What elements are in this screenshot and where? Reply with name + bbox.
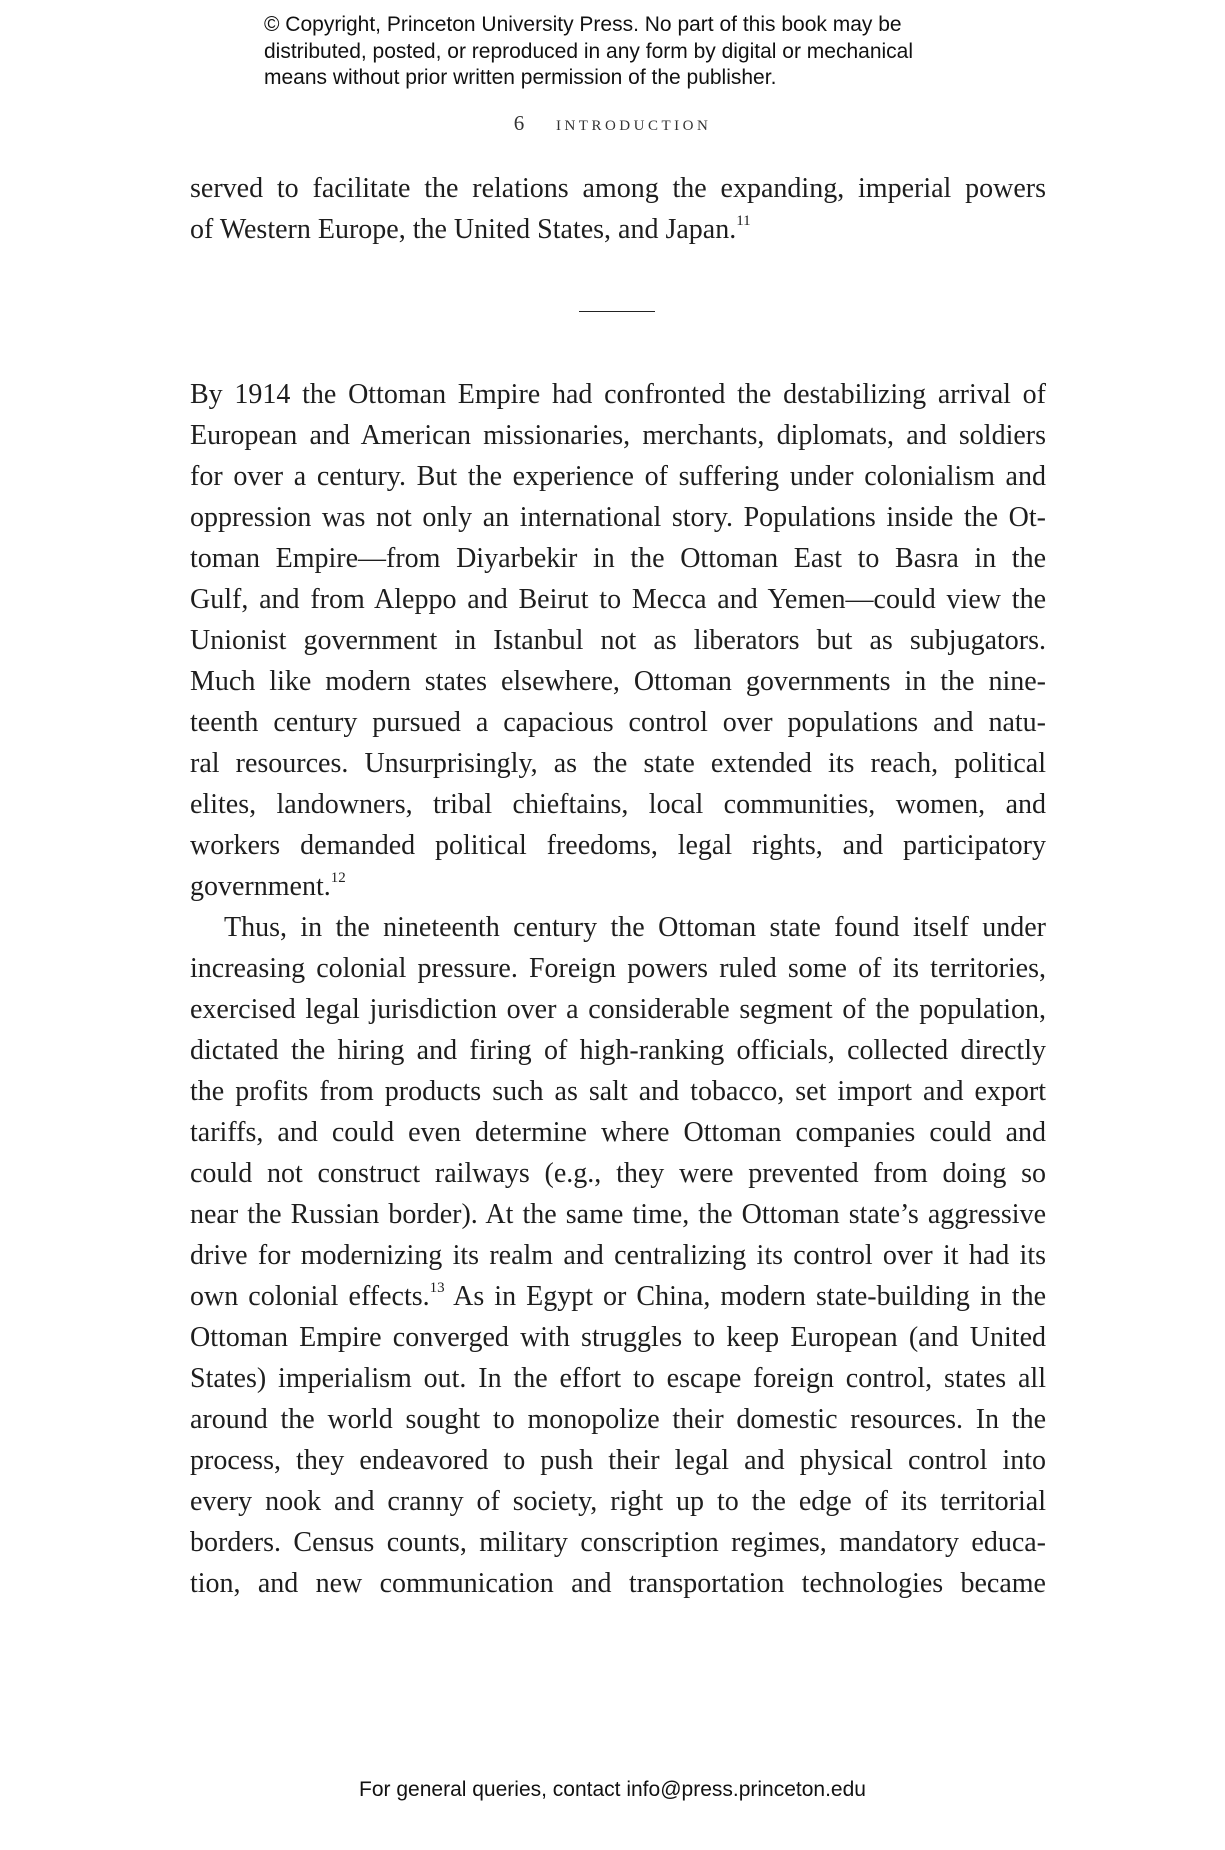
text-line: for over a century. But the experience of suffering under colonialism and: [190, 461, 1046, 492]
copyright-line: means without prior written permission of the publisher.: [264, 66, 777, 89]
text-line: near the Russian border). At the same time, the Ottoman state’s aggressive: [190, 1199, 1046, 1230]
text-line: process, they endeavored to push their legal and physical control into: [190, 1445, 1046, 1476]
text-line: toman Empire—from Diyarbekir in the Ottoman East to Basra in the: [190, 543, 1046, 574]
text-line: workers demanded political freedoms, legal rights, and participatory: [190, 830, 1046, 861]
text-line: [190, 209, 1046, 250]
text-line: dictated the hiring and firing of high-ranking officials, collected directly: [190, 1035, 1046, 1066]
page-number: 6: [513, 111, 525, 135]
chapter-title: introduction: [555, 110, 712, 135]
text-line: tion, and new communication and transportation technologies became: [190, 1568, 1046, 1599]
text-line: Unionist government in Istanbul not as liberators but as subjugators.: [190, 625, 1046, 656]
footnote-ref: 13: [429, 1280, 445, 1296]
text-fragment: of Western Europe, the United States, and Japan.: [190, 214, 737, 245]
text-line: could not construct railways (e.g., they were prevented from doing so: [190, 1158, 1046, 1189]
contact-footer: For general queries, contact info@press.princeton.edu: [359, 1778, 866, 1801]
text-line: Gulf, and from Aleppo and Beirut to Mecca and Yemen—could view the: [190, 584, 1046, 615]
text-line: the profits from products such as salt and tobacco, set import and export: [190, 1076, 1046, 1107]
text-fragment: government.: [190, 871, 331, 902]
paragraph-1: [190, 374, 1046, 907]
text-line: around the world sought to monopolize their domestic resources. In the: [190, 1404, 1046, 1435]
running-head: [0, 110, 1225, 136]
copyright-line: distributed, posted, or reproduced in any form by digital or mechanical: [264, 39, 914, 63]
text-line: increasing colonial pressure. Foreign powers ruled some of its territories,: [190, 953, 1046, 984]
text-line: exercised legal jurisdiction over a considerable segment of the population,: [190, 994, 1046, 1025]
text-fragment: As in Egypt or China, modern state-building in the: [444, 1281, 1047, 1312]
carryover-text: [190, 168, 1046, 250]
text-line: drive for modernizing its realm and centralizing its control over it had its: [190, 1240, 1046, 1271]
text-line: States) imperialism out. In the effort to escape foreign control, states all: [190, 1363, 1046, 1394]
footnote-ref: 11: [736, 213, 751, 229]
text-line: oppression was not only an international story. Populations inside the Ot-: [190, 502, 1046, 533]
text-line: Much like modern states elsewhere, Ottoman governments in the nine-: [190, 666, 1046, 697]
text-line: borders. Census counts, military conscription regimes, mandatory educa-: [190, 1527, 1046, 1558]
copyright-notice: [264, 12, 984, 92]
text-line: European and American missionaries, merchants, diplomats, and soldiers: [190, 420, 1046, 451]
footnote-ref: 12: [330, 870, 346, 886]
text-fragment: own colonial effects.: [190, 1281, 430, 1312]
text-line: Thus, in the nineteenth century the Ottoman state found itself under: [224, 912, 1046, 943]
text-line: elites, landowners, tribal chieftains, local communities, women, and: [190, 789, 1046, 820]
text-line: ral resources. Unsurprisingly, as the state extended its reach, political: [190, 748, 1046, 779]
text-line: every nook and cranny of society, right up to the edge of its territorial: [190, 1486, 1046, 1517]
copyright-line: © Copyright, Princeton University Press. No part of this book may be: [264, 13, 902, 36]
text-line: Ottoman Empire converged with struggles to keep European (and United: [190, 1322, 1046, 1353]
text-line: teenth century pursued a capacious control over populations and natu-: [190, 707, 1046, 738]
text-line: [190, 866, 1046, 907]
section-break-rule: [579, 311, 655, 312]
paragraph-2: [190, 907, 1046, 1604]
text-line: By 1914 the Ottoman Empire had confronted the destabilizing arrival of: [190, 379, 1046, 410]
text-line: tariffs, and could even determine where Ottoman companies could and: [190, 1117, 1046, 1148]
text-line: served to facilitate the relations among the expanding, imperial powers: [190, 173, 1046, 204]
text-line: [190, 1276, 1046, 1317]
